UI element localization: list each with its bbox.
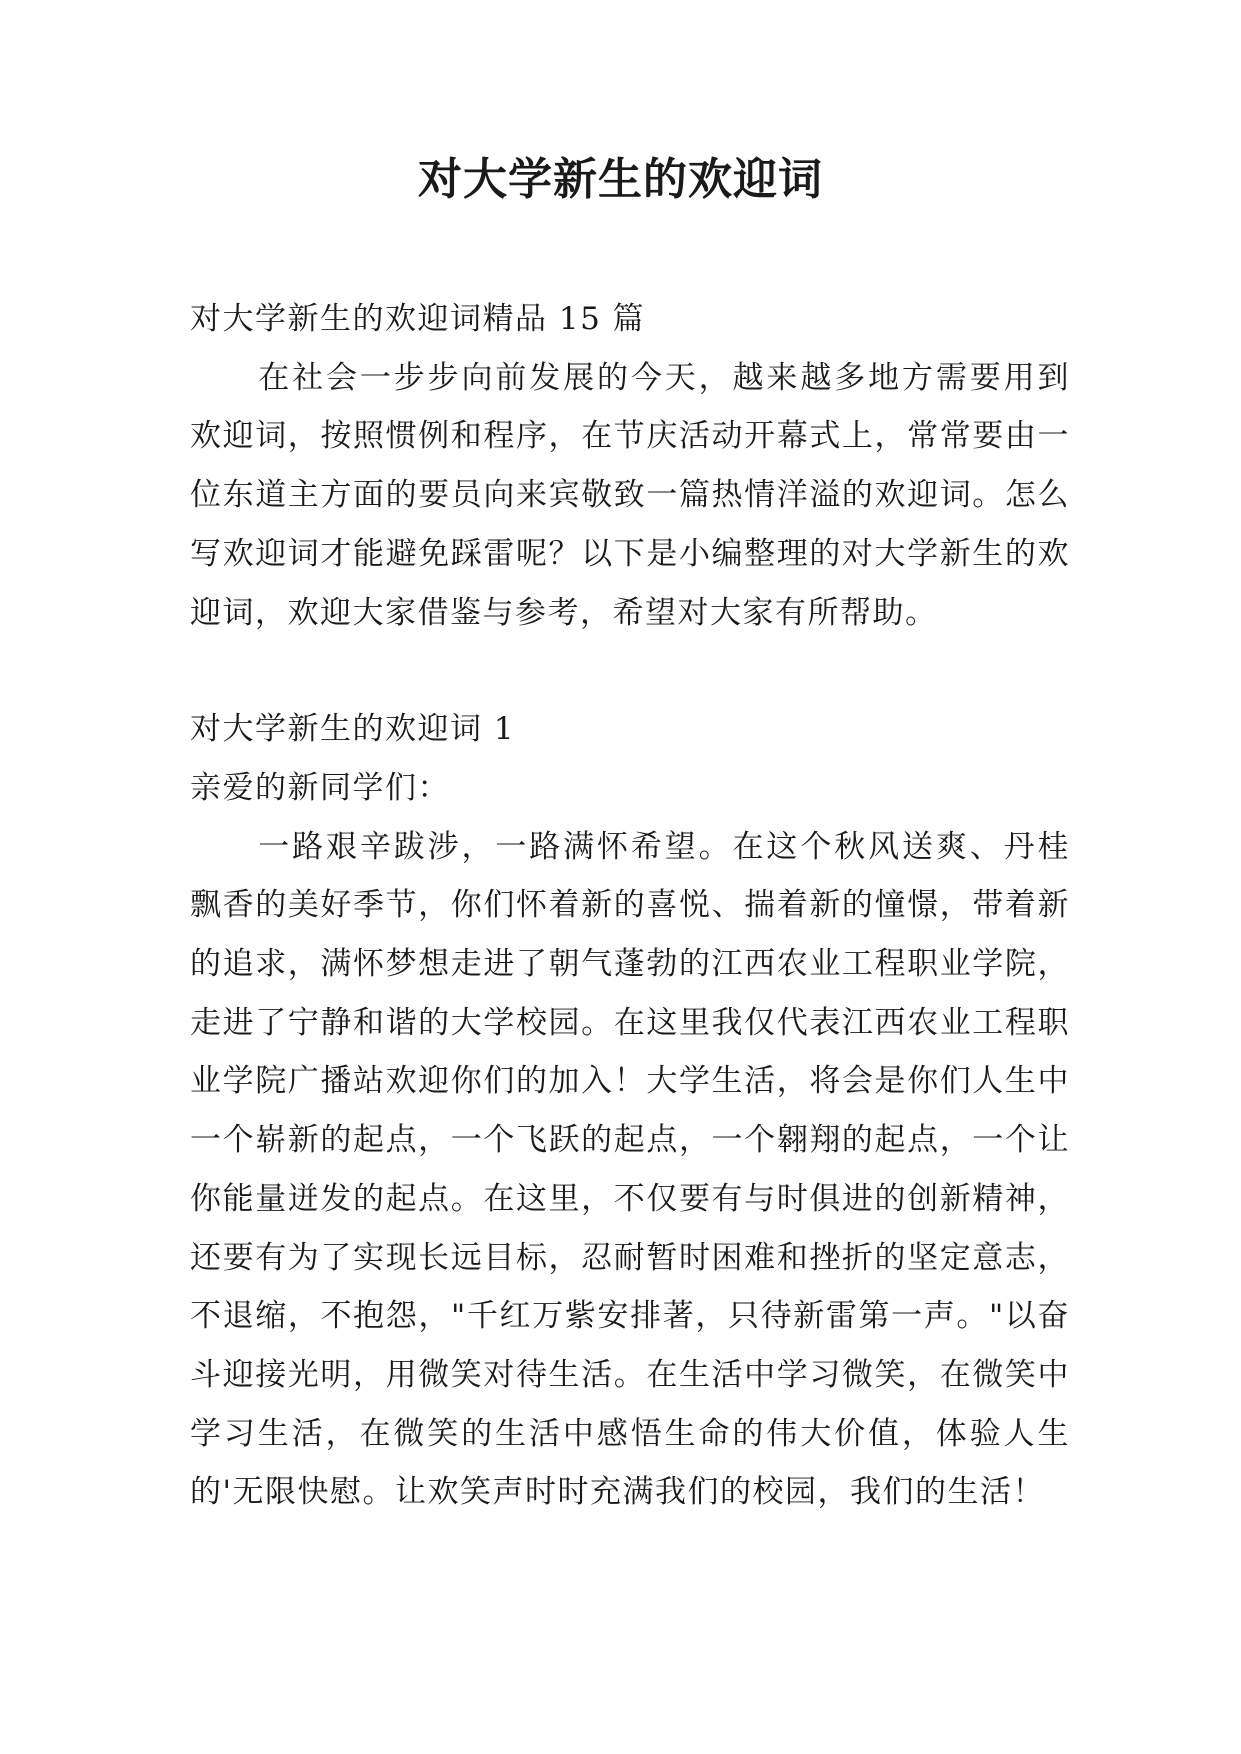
section-heading: 对大学新生的欢迎词 1 <box>190 711 516 748</box>
document-subtitle: 对大学新生的欢迎词精品 15 篇 <box>190 301 646 337</box>
paragraph-gap <box>190 642 1070 700</box>
intro-paragraph: 在社会一步步向前发展的今天，越来越多地方需要用到欢迎词，按照惯例和程序，在节庆活动开幕式上，常常要由一位东道主方面的要员向来宾敬致一篇热情洋溢的欢迎词。怎么写欢迎词才能避免踩雷呢？以下是小编整理的对大学新生的欢迎词，欢迎大家借鉴与参考，希望对大家有所帮助。 <box>190 359 1070 631</box>
document-body <box>190 290 1070 1522</box>
salutation: 亲爱的新同学们： <box>190 769 450 806</box>
section-paragraph: 一路艰辛跋涉，一路满怀希望。在这个秋风送爽、丹桂飘香的美好季节，你们怀着新的喜悦、揣着新的憧憬，带着新的追求，满怀梦想走进了朝气蓬勃的江西农业工程职业学院，走进了宁静和谐的大学校园。在这里我仅代表江西农业工程职业学院广播站欢迎你们的加入！大学生活，将会是你们人生中一个崭新的起点，一个飞跃的起点，一个翱翔的起点，一个让你能量迸发的起点。在这里，不仅要有与时俱进的创新精神，还要有为了实现长远目标，忍耐暂时困难和挫折的坚定意志，不退缩，不抱怨，"千红万紫安排著，只待新雷第一声。"以奋斗迎接光明，用微笑对待生活。在生活中学习微笑，在微笑中学习生活，在微笑的生活中感悟生命的伟大价值，体验人生的'无限快慰。让欢笑声时时充满我们的校园，我们的生活！ <box>190 828 1070 1511</box>
document-title: 对大学新生的欢迎词 <box>418 154 823 205</box>
